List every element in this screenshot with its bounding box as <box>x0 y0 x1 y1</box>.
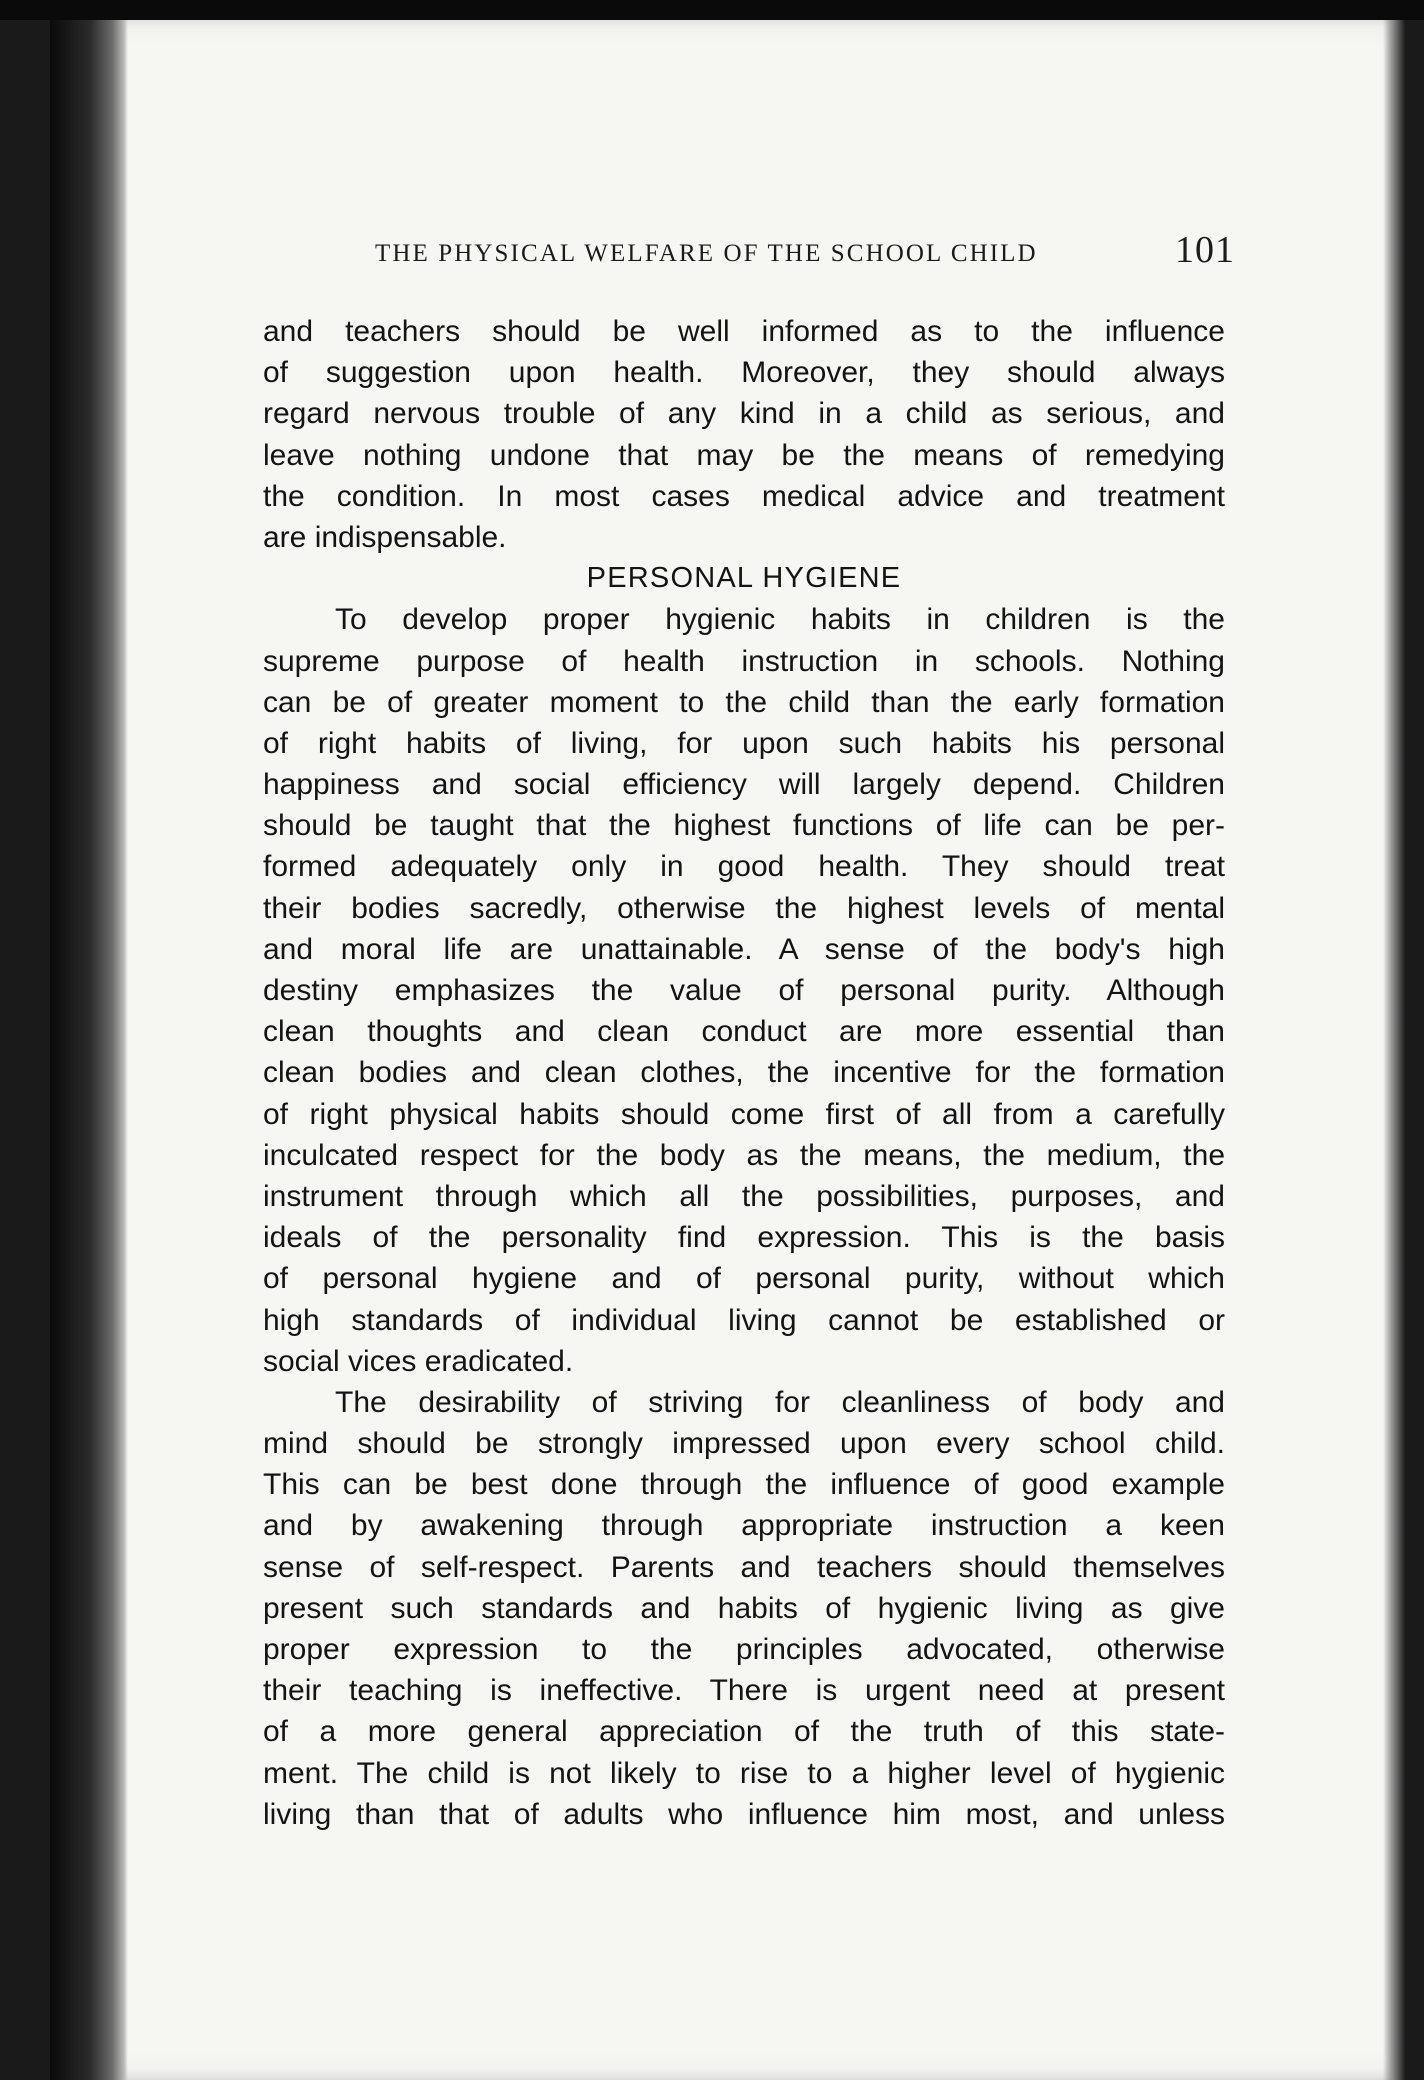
book-binding-shadow <box>50 18 128 2080</box>
text-line: are indispensable. <box>263 520 507 554</box>
text-line: supreme purpose of health instruction in schools. Nothing <box>263 644 1225 678</box>
text-line: The desirability of striving for cleanliness of body and <box>335 1385 1225 1419</box>
text-line: their teaching is ineffective. There is urgent need at present <box>263 1674 1225 1708</box>
paragraph-3 <box>263 1382 1225 1835</box>
running-head-title: THE PHYSICAL WELFARE OF THE SCHOOL CHILD <box>375 240 1038 267</box>
text-line: leave nothing undone that may be the means of remedying <box>263 438 1225 472</box>
text-line: proper expression to the principles advocated, otherwise <box>263 1633 1225 1666</box>
text-line: This can be best done through the influence of good example <box>263 1468 1225 1502</box>
running-head <box>375 228 1235 284</box>
text-line: happiness and social efficiency will largely depend. Children <box>263 768 1225 802</box>
paragraph-1 <box>263 311 1225 558</box>
text-line: mind should be strongly impressed upon every school child. <box>263 1427 1225 1461</box>
page-edge-shadow <box>1383 18 1405 2080</box>
text-line: living than that of adults who influence him most, and unless <box>263 1797 1225 1831</box>
paragraph-2 <box>263 599 1225 1382</box>
page-number: 101 <box>1175 229 1235 271</box>
section-heading: PERSONAL HYGIENE <box>586 562 902 595</box>
text-line: clean thoughts and clean conduct are more essential than <box>263 1015 1225 1049</box>
text-line: ideals of the personality find expression. This is the basis <box>263 1221 1225 1255</box>
text-line: clean bodies and clean clothes, the incentive for the formation <box>263 1056 1225 1090</box>
text-line: and moral life are unattainable. A sense of the body's high <box>263 932 1225 966</box>
book-page <box>50 18 1405 2080</box>
text-line: sense of self-respect. Parents and teachers should themselves <box>263 1550 1225 1584</box>
text-line: inculcated respect for the body as the means, the medium, the <box>263 1138 1225 1172</box>
text-line: instrument through which all the possibilities, purposes, and <box>263 1179 1225 1213</box>
text-line: social vices eradicated. <box>263 1344 574 1378</box>
text-line: high standards of individual living cannot be established or <box>263 1303 1225 1337</box>
text-line: the condition. In most cases medical advice and treatment <box>263 479 1225 513</box>
text-line: present such standards and habits of hygienic living as give <box>263 1591 1225 1625</box>
text-line: and by awakening through appropriate instruction a keen <box>263 1509 1225 1543</box>
text-line: To develop proper hygienic habits in children is the <box>335 603 1225 637</box>
text-line: their bodies sacredly, otherwise the highest levels of mental <box>263 891 1225 925</box>
text-line: of right physical habits should come first of all from a carefully <box>263 1097 1225 1131</box>
text-line: of right habits of living, for upon such habits his personal <box>263 726 1225 760</box>
text-line: formed adequately only in good health. They should treat <box>263 850 1225 884</box>
text-line: should be taught that the highest functions of life can be per- <box>263 809 1225 843</box>
body-text <box>263 311 1225 1835</box>
text-line: destiny emphasizes the value of personal purity. Although <box>263 974 1225 1007</box>
text-line: of a more general appreciation of the truth of this state- <box>263 1715 1225 1749</box>
text-line: ment. The child is not likely to rise to a higher level of hygienic <box>263 1756 1225 1790</box>
text-line: of suggestion upon health. Moreover, they should always <box>263 356 1225 390</box>
text-line: regard nervous trouble of any kind in a child as serious, and <box>263 397 1225 431</box>
text-line: can be of greater moment to the child than the early formation <box>263 685 1225 719</box>
text-line: of personal hygiene and of personal purity, without which <box>263 1262 1225 1296</box>
scan-top-border <box>0 0 1424 20</box>
text-line: and teachers should be well informed as to the influence <box>263 315 1225 348</box>
